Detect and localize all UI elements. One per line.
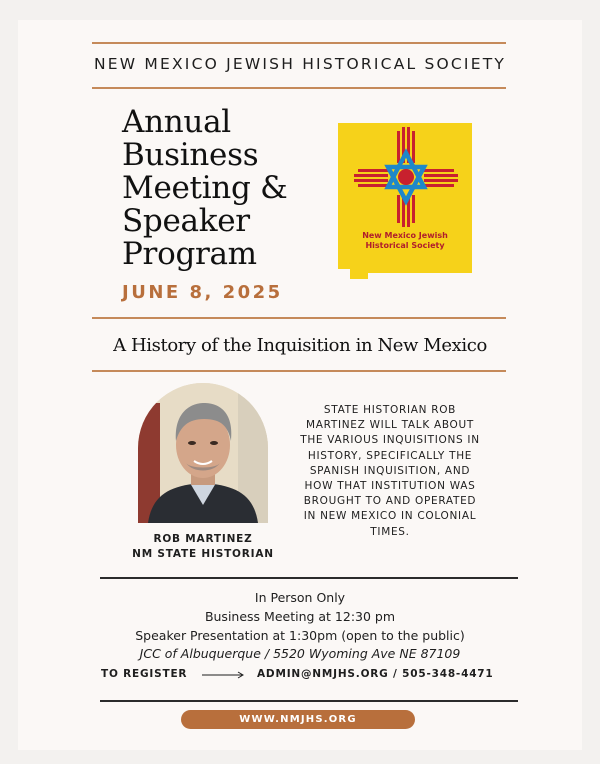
venue-address: JCC of Albuquerque / 5520 Wyoming Ave NE 87109 — [139, 646, 461, 662]
event-title-line: Meeting & — [122, 170, 288, 206]
speaker-photo — [138, 383, 268, 523]
logo-caption-line: Historical Society — [365, 241, 445, 250]
flyer — [18, 20, 582, 750]
event-title — [122, 106, 287, 271]
header-rule — [92, 87, 506, 89]
bio-line: STATE HISTORIAN ROB — [323, 404, 457, 416]
bio-line: HISTORY, SPECIFICALLY THE — [307, 449, 473, 462]
website-link[interactable]: WWW.NMJHS.ORG — [181, 710, 415, 729]
society-logo — [338, 123, 472, 291]
speaker-bio — [290, 403, 490, 540]
bio-line: MARTINEZ WILL TALK ABOUT — [305, 419, 475, 432]
speaker-name: ROB MARTINEZ — [153, 533, 253, 545]
event-title-line: Annual — [122, 104, 231, 140]
bio-line: THE VARIOUS INQUISITIONS IN — [300, 434, 480, 447]
arrow-right-icon — [202, 668, 246, 682]
logo-caption — [338, 231, 472, 251]
speaker-presentation-time: Speaker Presentation at 1:30pm (open to the public) — [135, 627, 465, 643]
details-top-rule — [100, 577, 518, 579]
bio-line: BROUGHT TO AND OPERATED — [303, 495, 477, 508]
subtitle-top-rule — [92, 317, 506, 319]
subtitle-bottom-rule — [92, 370, 506, 372]
speaker-role: NM STATE HISTORIAN — [132, 548, 274, 560]
organization-name: NEW MEXICO JEWISH HISTORICAL SOCIETY — [93, 55, 507, 73]
bio-line: TIMES. — [370, 525, 410, 538]
top-rule — [92, 42, 506, 44]
business-meeting-time: Business Meeting at 12:30 pm — [204, 608, 396, 624]
bio-line: SPANISH INQUISITION, AND — [309, 464, 471, 477]
footer-rule — [100, 700, 518, 702]
talk-title: A History of the Inquisition in New Mexico — [113, 335, 487, 356]
register-contact[interactable]: ADMIN@NMJHS.ORG / 505-348-4471 — [257, 668, 494, 680]
event-title-line: Business — [122, 137, 259, 173]
speaker-caption — [118, 532, 288, 562]
bio-line: HOW THAT INSTITUTION WAS — [304, 480, 476, 493]
event-title-line: Speaker — [122, 203, 250, 239]
event-date: JUNE 8, 2025 — [122, 282, 283, 303]
event-details — [18, 589, 582, 664]
logo-caption-line: New Mexico Jewish — [362, 231, 448, 240]
event-title-line: Program — [122, 236, 257, 272]
zia-center — [398, 169, 414, 185]
register-label: TO REGISTER — [101, 668, 188, 680]
speaker-portrait — [138, 383, 268, 523]
attendance-note: In Person Only — [254, 590, 346, 605]
bio-line: IN NEW MEXICO IN COLONIAL — [303, 510, 477, 523]
